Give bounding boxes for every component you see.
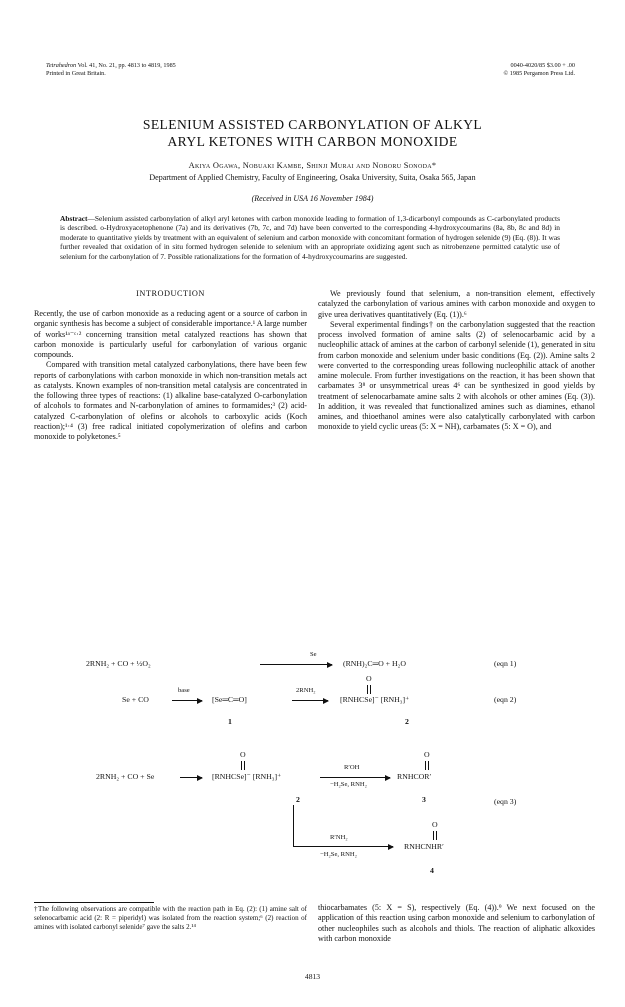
printed-note: Printed in Great Britain. xyxy=(46,70,106,77)
eqn1-arrow xyxy=(260,664,332,665)
page-number: 4813 xyxy=(304,972,321,981)
eqn3-carbamate: RNHCOR′ xyxy=(397,772,432,781)
received-date: (Received in USA 16 November 1984) xyxy=(251,194,374,203)
eqn3-compound-3: 3 xyxy=(422,795,426,804)
footnote-rule xyxy=(34,902,154,903)
eqn3-selenocarbamate: [RNHCSe]⁻ [RNH₃]⁺ xyxy=(212,772,282,781)
eqn3-arrow-3 xyxy=(293,846,393,847)
eqn3-carbonyl-oxygen: O xyxy=(240,750,246,759)
eqn2-arrow-1 xyxy=(172,700,202,701)
eqn3-compound-2: 2 xyxy=(296,795,300,804)
eqn2-compound-2: 2 xyxy=(405,717,409,726)
paper-title xyxy=(60,116,565,150)
right-column xyxy=(318,289,595,433)
eqn3-alcohol-reagent: R′OH xyxy=(344,764,360,771)
eqn2-reactants: Se + CO xyxy=(122,695,149,704)
eqn3-urea-bond-b xyxy=(436,831,437,840)
eqn1-reactants: 2RNH₂ + CO + ½O₂ xyxy=(86,659,151,668)
left-column xyxy=(34,289,307,442)
abstract-label: Abstract xyxy=(60,214,88,223)
title-line-2: ARYL KETONES WITH CARBON MONOXIDE xyxy=(167,134,458,149)
eqn2-reagent: 2RNH₂ xyxy=(296,687,316,694)
eqn3-amine-reagent: R′NH₂ xyxy=(330,834,348,841)
journal-header-left xyxy=(46,62,176,78)
eqn2-compound-1: 1 xyxy=(228,717,232,726)
eqn3-double-bond-a xyxy=(241,761,242,770)
eqn3-carbamate-bond-b xyxy=(428,761,429,770)
eqn1-products: (RNH)₂C═O + H₂O xyxy=(343,659,407,668)
right-paragraph-1: We previously found that selenium, a non-transition element, effectively catalyzed the carbonylation of various amines with carbon monoxide and oxygen to give urea derivatives quantitatively (Eq. (1)).⁶ xyxy=(318,289,595,319)
intro-paragraph-1: Recently, the use of carbon monoxide as a reducing agent or a source of carbon in organic synthesis has become a subject of considerable importance.¹ A large number of works¹ᵃ⁻ᶜ·² concerning transition metal catalyzed reactions has shown that carbon monoxide is particularly useful for carbonylation of various organic compounds. xyxy=(34,309,307,359)
eqn3-reactants: 2RNH₂ + CO + Se xyxy=(96,772,155,781)
eqn3-urea-bond-a xyxy=(433,831,434,840)
eqn2-base: base xyxy=(178,687,190,694)
author-list: Akiya Ogawa, Nobuaki Kambe, Shinji Murai and Noboru Sonoda* xyxy=(188,161,437,170)
eqn3-number: (eqn 3) xyxy=(494,797,517,806)
eqn2-carbonyl-oxygen: O xyxy=(366,674,372,683)
eqn2-number: (eqn 2) xyxy=(494,695,517,704)
eqn2-double-bond-a xyxy=(367,685,368,694)
eqn3-urea: RNHCNHR′ xyxy=(404,842,444,851)
journal-name: Tetrahedron xyxy=(46,62,77,69)
abstract-text: —Selenium assisted carbonylation of alkyl aryl ketones with carbon monoxide leading to formation of 1,3-dicarbonyl compounds as C-carbonylated products is described. o-Hydroxyacetophenone (7a) and its derivatives (7b, 7c, and 7d) have been converted to the corresponding 4-hydroxycoumarins (8a, 8b, 8c and 8d) in moderate to quantitative yields by treatment with an equivalent of selenium and carbon monoxide with concomitant formation of hydrogen selenide (9) (Eq. (8)). It was further revealed that oxidation of in situ formed hydrogen selenide to selenium with an appropriate oxidizing agent such as nitrobenzene permitted catalytic use of selenium for the carbonylation of 7. Possible rationalizations for the formation of 4-hydroxycoumarins are suggested. xyxy=(60,214,560,261)
eqn3-compound-4: 4 xyxy=(430,866,434,875)
journal-citation: Vol. 41, No. 21, pp. 4813 to 4819, 1985 xyxy=(77,62,176,69)
intro-paragraph-2: Compared with transition metal catalyzed carbonylations, there have been few reports of carbonylations with carbon monoxide in which non-transition metals act as catalysts. Known examples of non-transition metal catalysis are concentrated in the following three types of reactions: (1) alkaline base-catalyzed O-carbonylation of alcohols to formates and N-carbonylation of amines to formamides;³ (2) acid-catalyzed C-carbonylation of olefins or alcohols to carboxylic acids (Koch reaction);¹·⁴ (3) free radical initiated copolymerization of olefins and carbon monoxide to polyketones.⁵ xyxy=(34,360,307,441)
eqn3-carbamate-oxygen: O xyxy=(424,750,430,759)
eqn3-alcohol-byproducts: −H₂Se, RNH₂ xyxy=(330,781,367,788)
footnote: †The following observations are compatible with the reaction path in Eq. (2): (1) amine salt of selenocarbamic acid (2: R = piperidyl) was isolated from the reaction system;⁶ (2) reaction of amines with isolated carbonyl selenide⁷ gave the salts 2.¹⁴ xyxy=(34,905,307,931)
right-paragraph-2: Several experimental findings† on the carbonylation suggested that the reaction process involved formation of amine salts (2) of selenocarbamic acid by a nucleophilic attack of amines at the carbon of carbonyl selenide (1), generated in situ from carbon monoxide and selenium under basic conditions (Eq. (2)). Amine salts 2 were converted to the corresponding ureas following nucleophilic attack of another amine molecule. From further investigations on the reaction, it has been shown that carbamates 3⁸ or unsymmetrical ureas 4⁶ can be synthesized in good yields by treatment of selenocarbamate amine salts 2 with alcohols or other amines (Eq. (3)). In addition, it was revealed that functionalized amines such as diamines, ethanol amines, and thioethanol amines were also catalytically carbonylated with carbon monoxide to yield cyclic ureas (5: X = NH), carbamates (5: X = O), and xyxy=(318,319,595,432)
affiliation: Department of Applied Chemistry, Faculty of Engineering, Osaka University, Suita, Osaka 565, Japan xyxy=(149,173,476,182)
section-heading-introduction: INTRODUCTION xyxy=(136,289,205,298)
eqn3-carbamate-bond-a xyxy=(425,761,426,770)
title-line-1: SELENIUM ASSISTED CARBONYLATION OF ALKYL xyxy=(142,117,483,132)
eqn3-arrow-1 xyxy=(180,777,202,778)
eqn1-number: (eqn 1) xyxy=(494,659,517,668)
issn-price: 0040-4020/85 $3.00 + .00 xyxy=(510,62,575,69)
eqn2-intermediate: [Se═C═O] xyxy=(212,695,247,704)
eqn2-arrow-2 xyxy=(292,700,328,701)
eqn3-amine-byproducts: −H₂Se, RNH₂ xyxy=(320,851,357,858)
right-column-continued: thiocarbamates (5: X = S), respectively (Eq. (4)).⁹ We next focused on the application of this reaction using carbon monoxide and selenium to carbonylation of other nucleophiles such as alcohols and thiols. The reaction of aliphatic alkoxides with carbon monoxide xyxy=(318,903,595,943)
eqn2-product: [RNHCSe]⁻ [RNH₃]⁺ xyxy=(340,695,410,704)
copyright: © 1985 Pergamon Press Ltd. xyxy=(503,70,575,77)
eqn3-urea-oxygen: O xyxy=(432,820,438,829)
eqn2-double-bond-b xyxy=(370,685,371,694)
journal-header-right xyxy=(504,62,575,78)
eqn1-catalyst: Se xyxy=(310,651,317,658)
eqn3-branch-line xyxy=(293,805,294,846)
eqn3-double-bond-b xyxy=(244,761,245,770)
eqn3-arrow-2 xyxy=(320,777,390,778)
abstract xyxy=(60,214,560,261)
